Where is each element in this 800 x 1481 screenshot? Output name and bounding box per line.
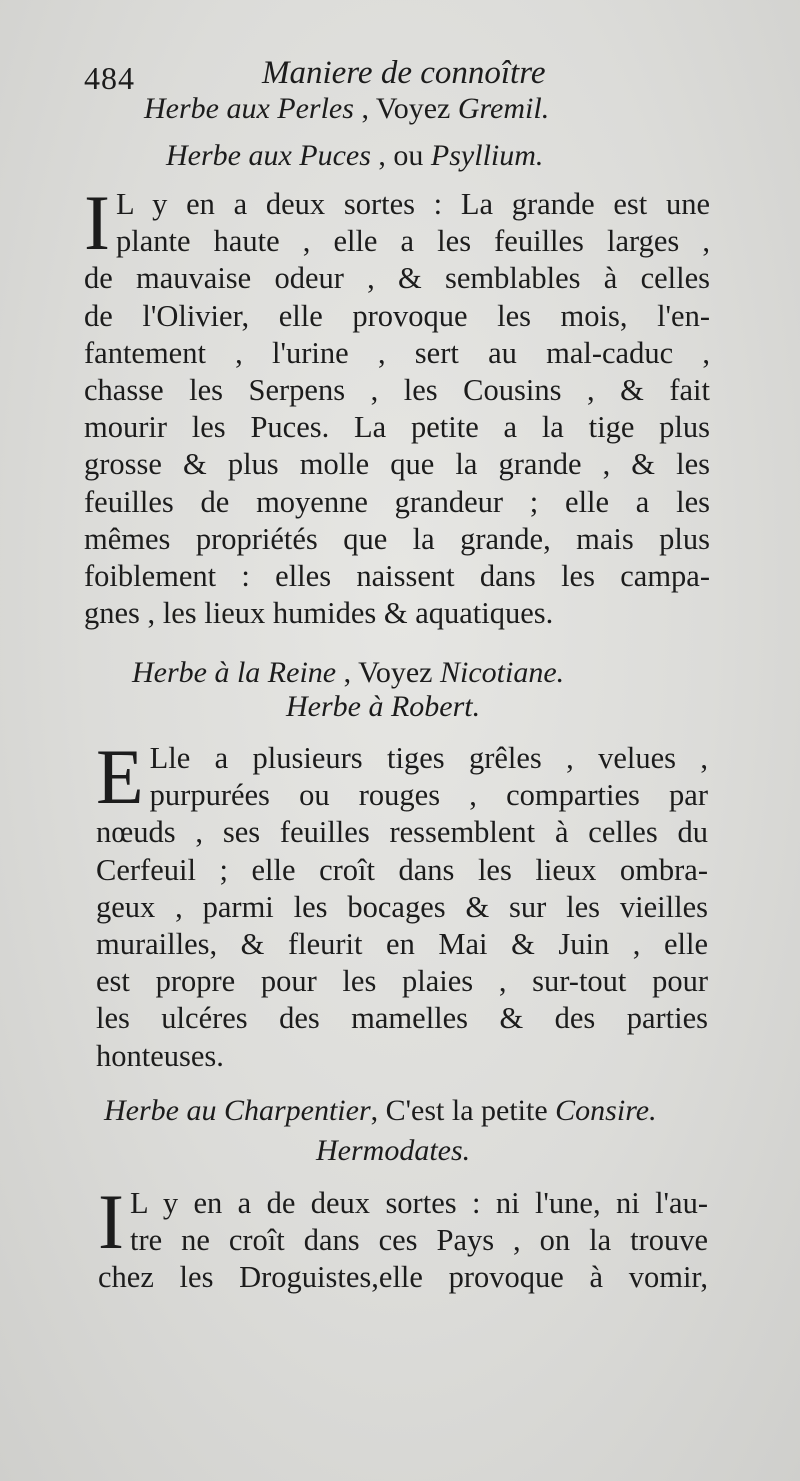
drop-cap: E [96, 733, 144, 820]
text-line: L y en a deux sortes : La grande est une [115, 187, 710, 221]
text-line: plante haute , elle a les feuilles larges , [115, 224, 710, 259]
text-line: mourir les Puces. La petite a la tige plus [84, 410, 710, 445]
text-line: gnes , les lieux humides & aquatiques. [84, 596, 554, 631]
heading-connector: , Voyez [336, 656, 440, 689]
heading-reference: Gremil. [457, 92, 550, 125]
running-title: Maniere de connoître [262, 55, 546, 91]
text-line: fantement , l'urine , sert au mal-caduc , [84, 335, 710, 370]
entry-heading-herbe-aux-puces [166, 139, 792, 173]
heading-reference: Nicotiane. [440, 656, 565, 689]
text-line: Lle a plusieurs tiges grêles , velues , [149, 741, 708, 775]
text-line: purpurées ou rouges , comparties par [149, 778, 708, 813]
page-number: 484 [84, 60, 135, 96]
entry-heading-herbe-au-charpentier [104, 1094, 730, 1128]
heading-term: Herbe au Charpentier [104, 1094, 371, 1127]
heading-reference: Psyllium. [430, 139, 544, 172]
text-line: les ulcéres des mamelles & des parties [96, 1001, 708, 1036]
text-line: L y en a de deux sortes : ni l'une, ni l'au- [129, 1186, 708, 1220]
heading-reference: Consire. [555, 1094, 657, 1127]
text-line: chasse les Serpens , les Cousins , & fait [84, 373, 710, 408]
entry-heading-herbe-aux-perles [144, 92, 770, 126]
heading-term: Herbe aux Puces [166, 139, 371, 172]
text-line: de l'Olivier, elle provoque les mois, l'en- [84, 298, 710, 333]
text-line: murailles, & fleurit en Mai & Juin , elle [96, 927, 708, 962]
heading-term: Hermodates. [316, 1134, 471, 1167]
heading-term: Herbe à Robert. [286, 690, 481, 723]
text-line: chez les Droguistes,elle provoque à vomir, [98, 1260, 708, 1295]
drop-cap: I [98, 1178, 124, 1265]
text-line: nœuds , ses feuilles ressemblent à celles du [96, 815, 708, 850]
text-line: grosse & plus molle que la grande , & les [84, 447, 710, 482]
text-line: mêmes propriétés que la grande, mais plus [84, 521, 710, 556]
text-line: feuilles de moyenne grandeur ; elle a les [84, 484, 710, 519]
text-line: de mauvaise odeur , & semblables à celles [84, 261, 710, 296]
entry-heading-herbe-a-la-reine [132, 656, 758, 690]
text-line: Cerfeuil ; elle croît dans les lieux ombra- [96, 852, 708, 887]
drop-cap: I [84, 179, 110, 266]
text-line: est propre pour les plaies , sur-tout pour [96, 964, 708, 999]
heading-term: Herbe aux Perles [144, 92, 354, 125]
paragraph-hermodates [98, 1178, 708, 1297]
heading-connector: , Voyez [353, 92, 458, 125]
paragraph-herbe-a-robert [96, 733, 708, 1075]
text-line: foiblement : elles naissent dans les campa- [84, 559, 710, 594]
text-line: geux , parmi les bocages & sur les vieilles [96, 889, 708, 924]
text-line: honteuses. [96, 1038, 224, 1073]
text-line: tre ne croît dans ces Pays , on la trouve [129, 1223, 708, 1258]
entry-heading-herbe-a-robert [286, 690, 800, 724]
entry-heading-hermodates [316, 1134, 800, 1168]
heading-term: Herbe à la Reine [132, 656, 337, 689]
heading-connector: , C'est la petite [370, 1094, 556, 1127]
heading-connector: , ou [370, 139, 431, 172]
paragraph-herbe-aux-puces [84, 179, 710, 632]
